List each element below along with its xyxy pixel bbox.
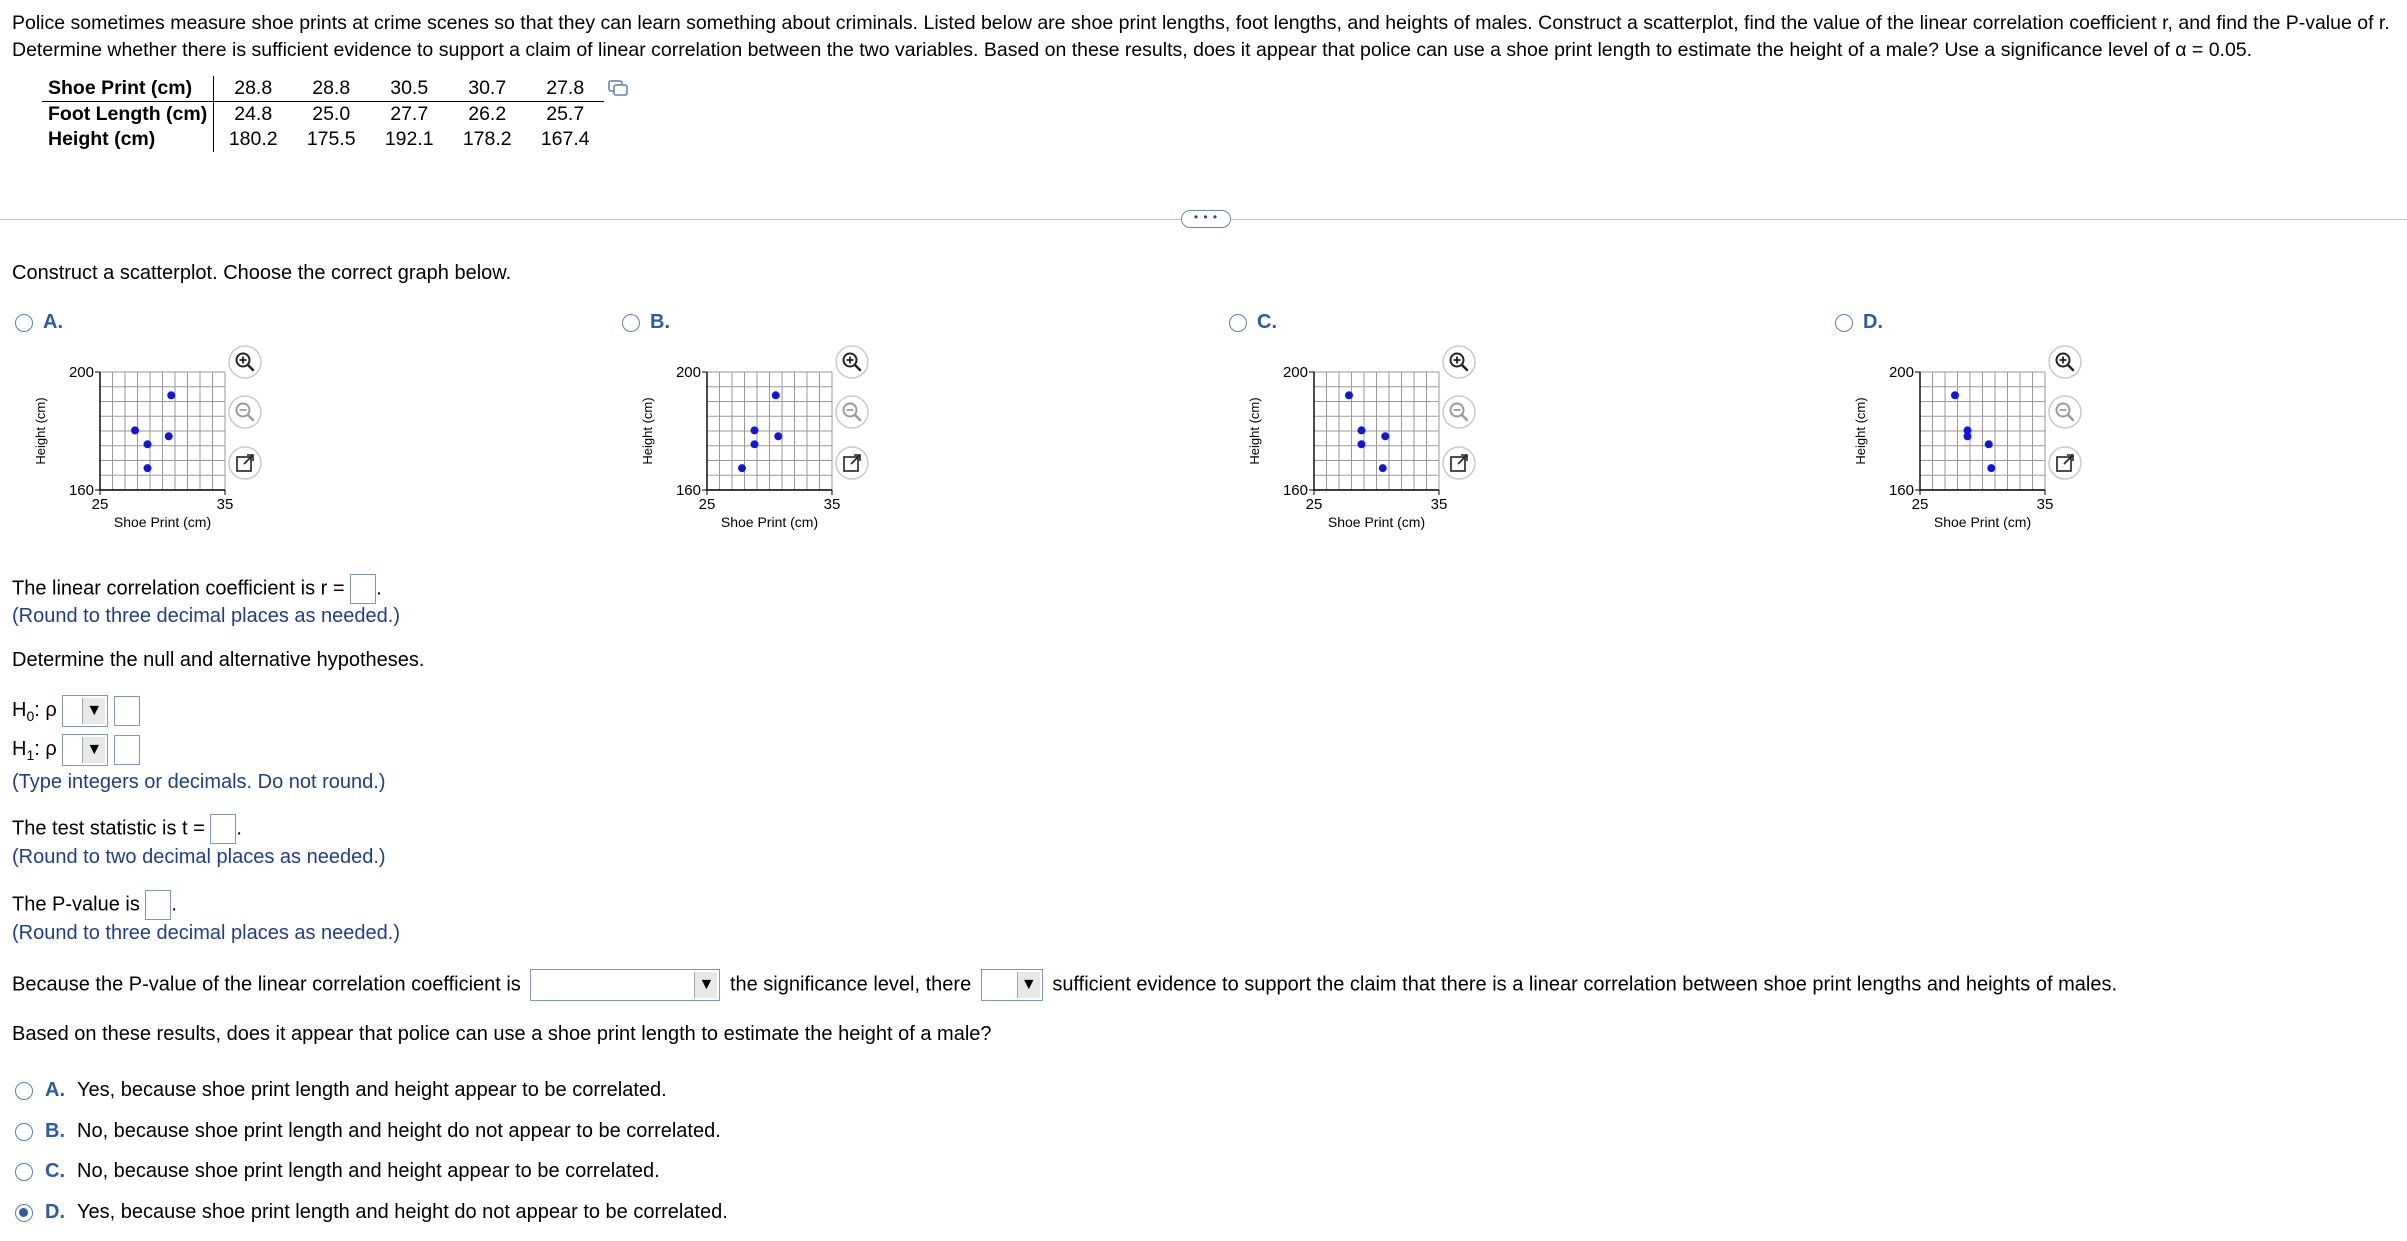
graph-option-b[interactable]	[622, 311, 670, 334]
final-question: Based on these results, does it appear that police can use a shoe print length to estimate the height of a male?	[12, 1023, 992, 1045]
y-tick-label: 200	[675, 364, 701, 381]
table-cell: 26.2	[468, 103, 507, 125]
r-input[interactable]	[350, 574, 376, 604]
y-tick-label: 200	[1888, 364, 1914, 381]
y-axis-label: Height (cm)	[33, 397, 48, 465]
option-text: Yes, because shoe print length and height appear to be correlated.	[77, 1079, 667, 1101]
data-point	[1951, 391, 1959, 399]
option-letter: A.	[43, 311, 63, 333]
t-input[interactable]	[210, 814, 236, 844]
data-point	[751, 426, 759, 434]
data-point	[1358, 440, 1366, 448]
table-cell: 27.8	[526, 76, 604, 102]
table-cell: 167.4	[540, 128, 590, 150]
t-hint: (Round to two decimal places as needed.)	[12, 846, 386, 868]
x-tick-label: 35	[823, 496, 841, 513]
h0-operator-dropdown[interactable]	[62, 695, 108, 727]
data-point	[738, 464, 746, 472]
y-axis-label: Height (cm)	[640, 397, 655, 465]
graph-option-d[interactable]	[1835, 311, 1883, 334]
option-text: Yes, because shoe print length and height do not appear to be correlated.	[77, 1201, 728, 1223]
option-letter: A.	[45, 1079, 65, 1101]
y-tick-label: 160	[1282, 482, 1308, 499]
zoom-out-icon[interactable]	[2047, 394, 2083, 430]
open-external-icon[interactable]	[834, 445, 870, 481]
y-tick-label: 160	[68, 482, 94, 499]
radio-button[interactable]	[622, 314, 640, 332]
conclusion-part-1: Because the P-value of the linear correlation coefficient is	[12, 973, 521, 996]
data-point	[165, 432, 173, 440]
scatterplot-b	[632, 355, 842, 545]
table-cell: 180.2	[228, 128, 278, 150]
conclusion-part-2: the significance level, there	[729, 973, 972, 996]
data-point	[1381, 432, 1389, 440]
p-question	[12, 890, 177, 920]
r-question	[12, 574, 382, 604]
zoom-in-icon[interactable]	[1441, 344, 1477, 380]
data-point	[1379, 464, 1387, 472]
t-prefix: The test statistic is t =	[12, 817, 205, 840]
data-point	[1964, 426, 1972, 434]
table-cell: 24.8	[234, 103, 273, 125]
option-text: No, because shoe print length and height appear to be correlated.	[77, 1160, 660, 1182]
period: .	[171, 893, 177, 916]
data-table	[42, 76, 604, 152]
data-point	[772, 391, 780, 399]
option-letter: D.	[1863, 311, 1883, 333]
table-row	[42, 102, 604, 128]
data-point	[1985, 440, 1993, 448]
radio-button-selected[interactable]	[15, 1204, 33, 1222]
hyp-hint: (Type integers or decimals. Do not round.)	[12, 771, 386, 793]
table-row	[42, 127, 604, 152]
row-label: Height (cm)	[42, 127, 214, 152]
h0-value-input[interactable]	[114, 696, 140, 726]
zoom-in-icon[interactable]	[227, 344, 263, 380]
open-external-icon[interactable]	[227, 445, 263, 481]
y-axis-label: Height (cm)	[1247, 397, 1262, 465]
conclusion-row	[12, 969, 2117, 1001]
y-tick-label: 160	[675, 482, 701, 499]
x-axis-label: Shoe Print (cm)	[720, 514, 819, 530]
x-axis-label: Shoe Print (cm)	[113, 514, 212, 530]
scatter-prompt: Construct a scatterplot. Choose the correct graph below.	[12, 262, 512, 284]
scatterplot-d	[1845, 355, 2055, 545]
zoom-in-icon[interactable]	[2047, 344, 2083, 380]
x-axis-label: Shoe Print (cm)	[1933, 514, 2032, 530]
x-tick-label: 35	[1430, 496, 1448, 513]
data-point	[131, 426, 139, 434]
data-point	[167, 391, 175, 399]
x-tick-label: 35	[216, 496, 234, 513]
data-point	[1358, 426, 1366, 434]
y-tick-label: 200	[68, 364, 94, 381]
answer-option-d[interactable]	[15, 1201, 728, 1224]
table-cell: 175.5	[306, 128, 356, 150]
p-input[interactable]	[145, 890, 171, 920]
answer-option-a[interactable]	[15, 1079, 667, 1102]
h1-label: $H_1$: ρ	[12, 738, 57, 764]
radio-button[interactable]	[15, 1163, 33, 1181]
answer-option-c[interactable]	[15, 1160, 660, 1183]
table-cell: 28.8	[214, 76, 293, 102]
table-cell: 28.8	[292, 76, 370, 102]
table-cell: 30.7	[448, 76, 526, 102]
h0-row	[12, 695, 140, 730]
option-letter: C.	[1257, 311, 1277, 333]
answer-option-b[interactable]	[15, 1120, 721, 1143]
p-prefix: The P-value is	[12, 893, 140, 916]
x-tick-label: 25	[1911, 496, 1929, 513]
option-letter: B.	[650, 311, 670, 333]
h1-value-input[interactable]	[114, 735, 140, 765]
x-tick-label: 25	[1305, 496, 1323, 513]
data-point	[1345, 391, 1353, 399]
option-letter: D.	[45, 1201, 65, 1223]
h0-label: $H_0$: ρ	[12, 699, 57, 725]
data-point	[774, 432, 782, 440]
x-tick-label: 25	[698, 496, 716, 513]
table-cell: 192.1	[384, 128, 434, 150]
data-point	[1987, 464, 1995, 472]
expand-button[interactable]: • • •	[1181, 210, 1231, 228]
copy-data-icon[interactable]	[608, 80, 628, 96]
table-row	[42, 76, 604, 102]
pvalue-comparison-dropdown[interactable]	[530, 969, 720, 1001]
evidence-dropdown[interactable]	[981, 969, 1043, 1001]
dropdown-arrow-icon: ▼	[1017, 972, 1040, 998]
t-question	[12, 814, 242, 844]
data-point	[144, 464, 152, 472]
row-label: Foot Length (cm)	[42, 102, 214, 128]
open-external-icon[interactable]	[2047, 445, 2083, 481]
p-hint: (Round to three decimal places as needed.)	[12, 922, 401, 944]
x-tick-label: 35	[2036, 496, 2054, 513]
zoom-in-icon[interactable]	[834, 344, 870, 380]
scatterplot-a	[25, 355, 235, 545]
graph-option-c[interactable]	[1229, 311, 1277, 334]
period: .	[376, 577, 382, 600]
zoom-out-icon[interactable]	[227, 394, 263, 430]
option-letter: C.	[45, 1160, 65, 1182]
option-text: No, because shoe print length and height do not appear to be correlated.	[77, 1120, 721, 1142]
conclusion-part-3: sufficient evidence to support the claim that there is a linear correlation between shoe print lengths and heights of males.	[1052, 973, 2118, 996]
table-cell: 27.7	[390, 103, 429, 125]
radio-button[interactable]	[15, 1123, 33, 1141]
dropdown-arrow-icon: ▼	[694, 972, 717, 998]
dropdown-arrow-icon: ▼	[82, 698, 105, 724]
problem-statement: Police sometimes measure shoe prints at crime scenes so that they can learn something about criminals. Listed below are shoe print lengths, foot lengths, and heights of males. Construct a scatterplot, find the value of the linear correlation coefficient r, and find the P-value of r. Determine whether there is sufficient evidence to support a claim of linear correlation between the two variables. Based on these results, does it appear that police can use a shoe print length to estimate the height of a male? Use a significance level of α = 0.05.	[12, 12, 2390, 61]
data-point	[144, 440, 152, 448]
r-hint: (Round to three decimal places as needed.)	[12, 605, 401, 627]
radio-button[interactable]	[1229, 314, 1247, 332]
hyp-prompt: Determine the null and alternative hypotheses.	[12, 649, 425, 671]
radio-button[interactable]	[15, 1082, 33, 1100]
table-cell: 25.0	[312, 103, 351, 125]
h1-row	[12, 734, 140, 769]
open-external-icon[interactable]	[1441, 445, 1477, 481]
dropdown-arrow-icon: ▼	[82, 737, 105, 763]
h1-operator-dropdown[interactable]	[62, 734, 108, 766]
table-cell: 178.2	[462, 128, 512, 150]
y-axis-label: Height (cm)	[1853, 397, 1868, 465]
graph-option-a[interactable]	[15, 311, 63, 334]
radio-button[interactable]	[15, 314, 33, 332]
radio-button[interactable]	[1835, 314, 1853, 332]
period: .	[236, 817, 242, 840]
scatterplot-c	[1239, 355, 1449, 545]
x-axis-label: Shoe Print (cm)	[1327, 514, 1426, 530]
y-tick-label: 160	[1888, 482, 1914, 499]
row-label: Shoe Print (cm)	[42, 76, 214, 102]
zoom-out-icon[interactable]	[1441, 394, 1477, 430]
x-tick-label: 25	[91, 496, 109, 513]
data-point	[751, 440, 759, 448]
y-tick-label: 200	[1282, 364, 1308, 381]
r-prefix: The linear correlation coefficient is r =	[12, 577, 345, 600]
option-letter: B.	[45, 1120, 65, 1142]
zoom-out-icon[interactable]	[834, 394, 870, 430]
table-cell: 25.7	[546, 103, 585, 125]
table-cell: 30.5	[370, 76, 448, 102]
